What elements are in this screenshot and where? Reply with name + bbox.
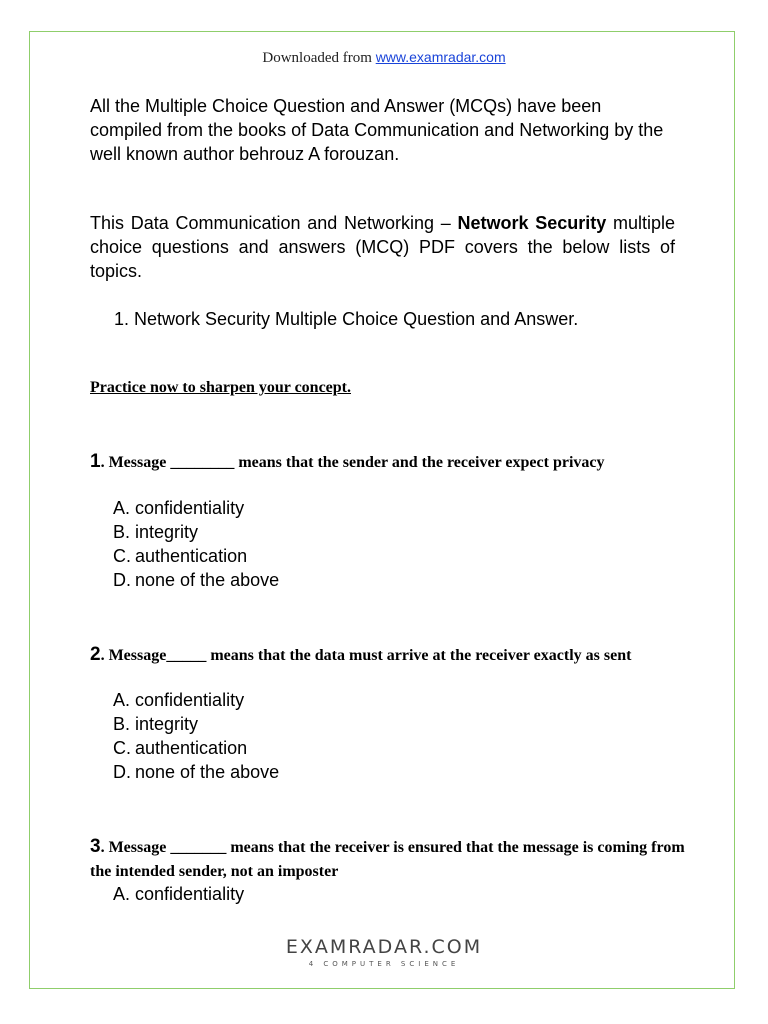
- question-1-options: [113, 496, 279, 592]
- topic-item-1: 1. Network Security Multiple Choice Question and Answer.: [114, 309, 579, 329]
- option-letter: A.: [113, 690, 131, 710]
- intro-p2-end: multiple choice questions and answers (MCQ) PDF covers the below lists of topics.: [90, 213, 675, 281]
- intro-p2-bold: Network Security: [457, 213, 607, 233]
- intro-paragraph-1: All the Multiple Choice Question and Answer (MCQs) have been compiled from the books of Data Communication and Networking by the well known author behrouz A forouzan.: [90, 96, 664, 164]
- download-header: [0, 49, 768, 67]
- question-3: [90, 835, 690, 884]
- option-letter: D.: [113, 570, 131, 590]
- question-text: . Message _______ means that the receiver is ensured that the message is coming from the intended sender, not an imposter: [90, 839, 685, 880]
- question-number: 2: [90, 644, 101, 665]
- intro-paragraph-2: [90, 211, 675, 283]
- practice-heading: Practice now to sharpen your concept.: [90, 379, 351, 396]
- option-text: confidentiality: [135, 498, 245, 518]
- examradar-logo: [0, 936, 768, 968]
- option-letter: B.: [113, 714, 131, 734]
- intro-p2-start: This Data Communication and Networking –: [90, 213, 458, 233]
- option-text: none of the above: [135, 762, 280, 782]
- option-text: integrity: [135, 522, 199, 542]
- question-2: [90, 643, 690, 668]
- question-text: . Message_____ means that the data must arrive at the receiver exactly as sent: [100, 647, 632, 664]
- logo-main-text: EXAMRADAR.COM: [285, 936, 483, 958]
- option-letter: C.: [113, 546, 131, 566]
- question-number: 3: [90, 836, 101, 857]
- option-text: confidentiality: [135, 690, 245, 710]
- option-text: authentication: [135, 738, 248, 758]
- option-letter: D.: [113, 762, 131, 782]
- option-d: [113, 760, 279, 784]
- header-prefix: Downloaded from: [262, 50, 376, 66]
- option-a: [113, 882, 244, 906]
- option-a: [113, 688, 279, 712]
- option-d: [113, 568, 279, 592]
- option-text: none of the above: [135, 570, 280, 590]
- option-b: [113, 712, 279, 736]
- logo-sub-text: 4 COMPUTER SCIENCE: [308, 960, 460, 968]
- option-letter: A.: [113, 884, 131, 904]
- option-text: integrity: [135, 714, 199, 734]
- option-text: confidentiality: [135, 884, 245, 904]
- option-letter: C.: [113, 738, 131, 758]
- question-number: 1: [90, 451, 101, 472]
- option-c: [113, 736, 279, 760]
- option-c: [113, 544, 279, 568]
- option-letter: B.: [113, 522, 131, 542]
- question-2-options: [113, 688, 279, 784]
- question-1: [90, 450, 690, 475]
- option-a: [113, 496, 279, 520]
- option-letter: A.: [113, 498, 131, 518]
- examradar-link[interactable]: www.examradar.com: [375, 49, 506, 65]
- question-text: . Message ________ means that the sender and the receiver expect privacy: [100, 454, 605, 471]
- question-3-options: [113, 882, 244, 906]
- option-b: [113, 520, 279, 544]
- option-text: authentication: [135, 546, 248, 566]
